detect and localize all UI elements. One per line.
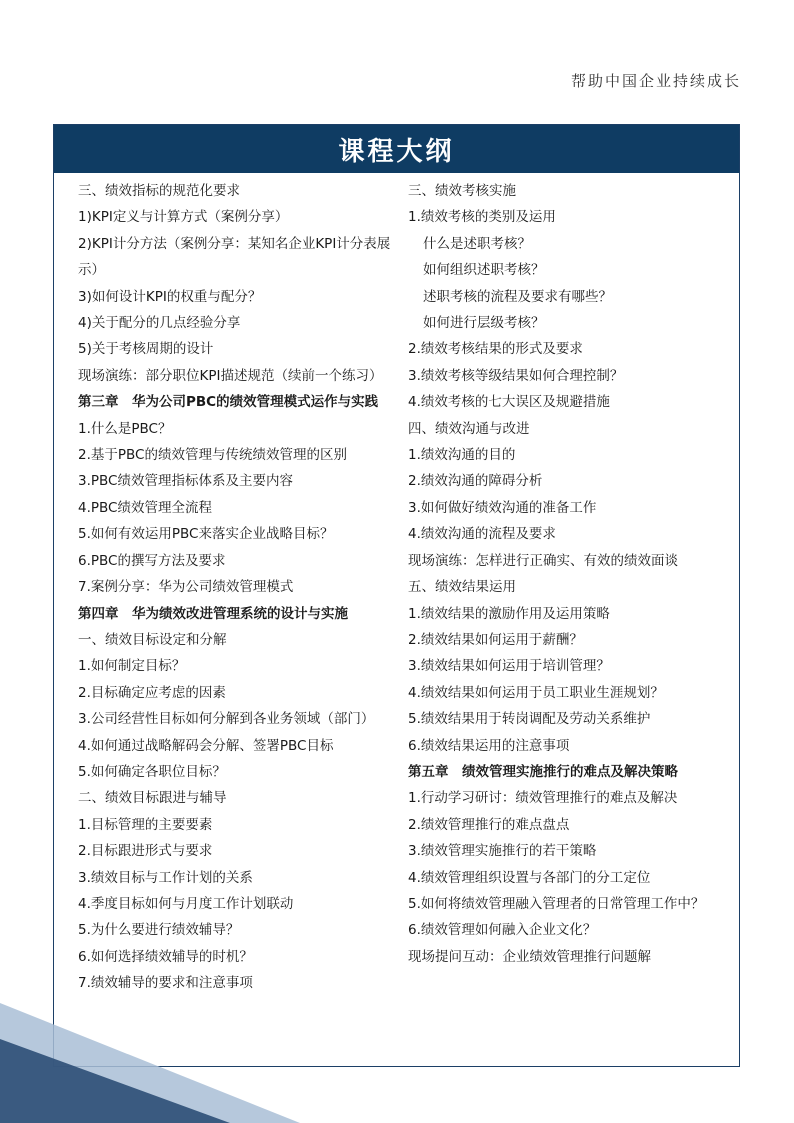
outline-item: 二、绩效目标跟进与辅导: [78, 790, 227, 807]
outline-item: 4.季度目标如何与月度工作计划联动: [78, 895, 294, 912]
outline-item: 一、绩效目标设定和分解: [78, 631, 227, 648]
outline-item: 1.绩效考核的类别及运用: [408, 209, 556, 226]
outline-item: 5.如何有效运用PBC来落实企业战略目标？: [78, 526, 334, 543]
chapter-heading: 第五章 绩效管理实施推行的难点及解决策略: [408, 763, 678, 780]
outline-item: 1.绩效沟通的目的: [408, 447, 516, 464]
outline-item: 4)关于配分的几点经验分享: [78, 315, 241, 332]
outline-item: 三、绩效考核实施: [408, 183, 516, 199]
outline-item: 4.绩效沟通的流程及要求: [408, 526, 556, 543]
outline-item: 2.绩效考核结果的形式及要求: [408, 341, 583, 358]
chapter-heading: 第四章 华为绩效改进管理系统的设计与实施: [78, 605, 348, 622]
outline-item: 3.PBC绩效管理指标体系及主要内容: [78, 473, 293, 490]
outline-item: 2)KPI计分方法（案例分享：某知名企业KPI计分表展示）: [78, 235, 391, 279]
outline-item: 四、绩效沟通与改进: [408, 420, 530, 437]
outline-item: 5.为什么要进行绩效辅导？: [78, 922, 240, 939]
chapter-heading: 第三章 华为公司PBC的绩效管理模式运作与实践: [78, 394, 379, 411]
outline-item: 5.如何将绩效管理融入管理者的日常管理工作中？: [408, 895, 705, 912]
outline-item: 5)关于考核周期的设计: [78, 341, 214, 358]
outline-item: 2.目标确定应考虑的因素: [78, 684, 226, 701]
outline-item: 现场提问互动：企业绩效管理推行问题解: [408, 948, 651, 965]
outline-item: 7.绩效辅导的要求和注意事项: [78, 975, 253, 992]
outline-item: 五、绩效结果运用: [408, 579, 516, 596]
outline-item: 述职考核的流程及要求有哪些？: [423, 288, 612, 305]
outline-item: 1.行动学习研讨：绩效管理推行的难点及解决: [408, 790, 678, 807]
outline-item: 1.目标管理的主要要素: [78, 816, 213, 833]
outline-item: 2.绩效沟通的障碍分析: [408, 473, 543, 490]
outline-item: 现场演练：部分职位KPI描述规范（续前一个练习）: [78, 367, 383, 384]
outline-item: 2.目标跟进形式与要求: [78, 843, 213, 860]
outline-item: 4.如何通过战略解码会分解、签署PBC目标: [78, 737, 334, 754]
outline-item: 1.绩效结果的激励作用及运用策略: [408, 605, 610, 622]
outline-item: 3.绩效考核等级结果如何合理控制？: [408, 367, 624, 384]
outline-left-column: [78, 178, 396, 997]
outline-item: 什么是述职考核？: [423, 235, 531, 252]
outline-item: 1.什么是PBC？: [78, 420, 172, 437]
outline-item: 现场演练：怎样进行正确实、有效的绩效面谈: [408, 552, 678, 569]
outline-item: 6.如何选择绩效辅导的时机？: [78, 948, 253, 965]
outline-item: 3)如何设计KPI的权重与配分？: [78, 288, 262, 305]
outline-item: 4.绩效结果如何运用于员工职业生涯规划？: [408, 684, 664, 701]
outline-item: 7.案例分享：华为公司绩效管理模式: [78, 579, 294, 596]
outline-item: 如何进行层级考核？: [423, 315, 545, 332]
outline-item: 5.绩效结果用于转岗调配及劳动关系维护: [408, 711, 651, 728]
outline-item: 2.绩效结果如何运用于薪酬？: [408, 631, 583, 648]
outline-title: 课程大纲: [54, 125, 739, 173]
outline-right-column: [408, 178, 718, 970]
outline-item: 4.绩效考核的七大误区及规避措施: [408, 394, 610, 411]
outline-item: 4.PBC绩效管理全流程: [78, 499, 212, 516]
outline-item: 3.如何做好绩效沟通的准备工作: [408, 499, 597, 516]
outline-item: 2.绩效管理推行的难点盘点: [408, 816, 570, 833]
outline-item: 3.公司经营性目标如何分解到各业务领域（部门）: [78, 711, 375, 728]
outline-item: 5.如何确定各职位目标？: [78, 763, 226, 780]
outline-item: 3.绩效结果如何运用于培训管理？: [408, 658, 610, 675]
outline-item: 2.基于PBC的绩效管理与传统绩效管理的区别: [78, 447, 347, 464]
outline-item: 1)KPI定义与计算方式（案例分享）: [78, 209, 289, 226]
outline-item: 6.绩效管理如何融入企业文化？: [408, 922, 597, 939]
outline-item: 6.PBC的撰写方法及要求: [78, 552, 226, 569]
course-outline-panel: [53, 124, 740, 1067]
outline-item: 1.如何制定目标？: [78, 658, 186, 675]
outline-item: 如何组织述职考核？: [423, 262, 545, 279]
page-tagline: 帮助中国企业持续成长: [570, 72, 741, 90]
outline-item: 3.绩效目标与工作计划的关系: [78, 869, 253, 886]
corner-decoration: [0, 1003, 300, 1123]
outline-item: 3.绩效管理实施推行的若干策略: [408, 843, 597, 860]
outline-item: 三、绩效指标的规范化要求: [78, 183, 240, 199]
outline-item: 6.绩效结果运用的注意事项: [408, 737, 570, 754]
outline-item: 4.绩效管理组织设置与各部门的分工定位: [408, 869, 651, 886]
